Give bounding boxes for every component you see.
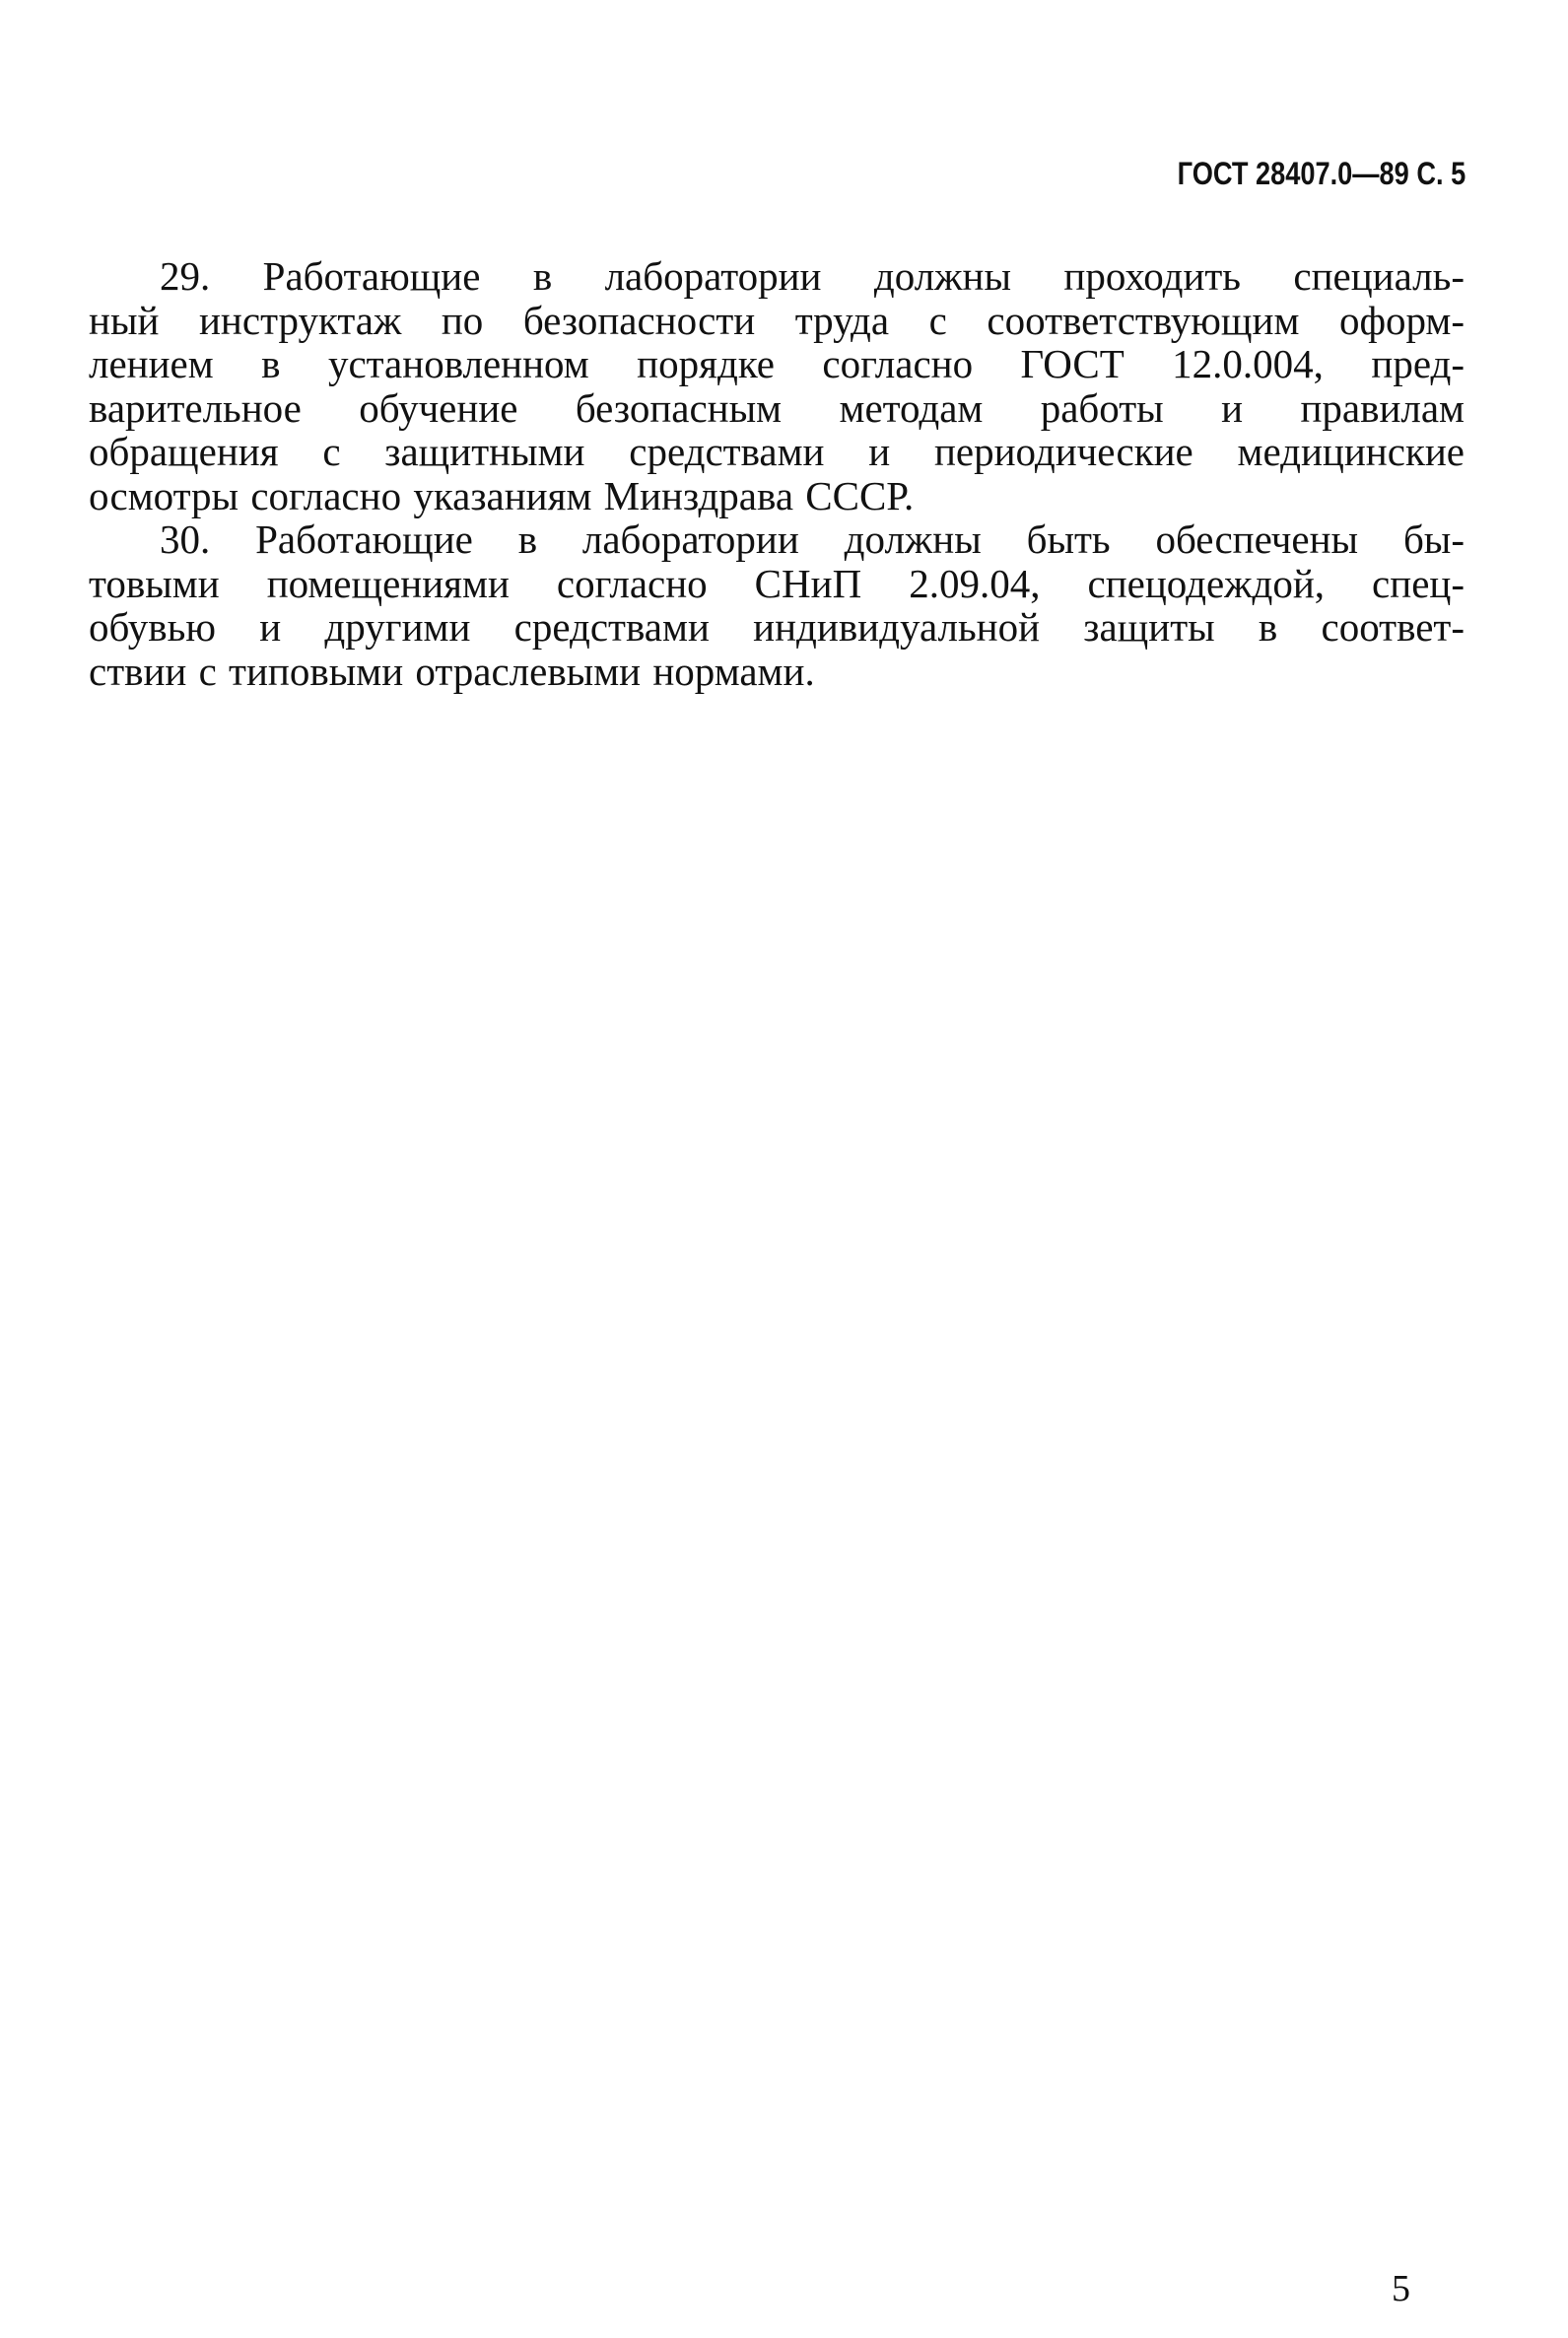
text-line: ствии с типовыми отраслевыми нормами. (89, 648, 815, 694)
text-line: товыми помещениями согласно СНиП 2.09.04, спецодеждой, спец- (89, 560, 1465, 606)
paragraph-30 (89, 517, 1465, 693)
text-line: обувью и другими средствами индивидуальной защиты в соответ- (89, 604, 1465, 650)
running-header: ГОСТ 28407.0—89 С. 5 (1177, 156, 1466, 191)
text-line: обращения с защитными средствами и периодические медицинские (89, 429, 1465, 474)
text-line: 30. Работающие в лаборатории должны быть обеспечены бы- (160, 516, 1465, 562)
paragraph-29 (89, 254, 1465, 517)
text-line: осмотры согласно указаниям Минздрава СССР. (89, 472, 915, 518)
page-number: 5 (1392, 2268, 1410, 2309)
document-body (89, 254, 1465, 693)
text-line: ный инструктаж по безопасности труда с соответствующим оформ- (89, 297, 1465, 343)
text-line: варительное обучение безопасным методам работы и правилам (89, 384, 1465, 431)
text-line: 29. Работающие в лаборатории должны проходить специаль- (160, 253, 1465, 299)
text-line: лением в установленном порядке согласно ГОСТ 12.0.004, пред- (89, 341, 1465, 386)
